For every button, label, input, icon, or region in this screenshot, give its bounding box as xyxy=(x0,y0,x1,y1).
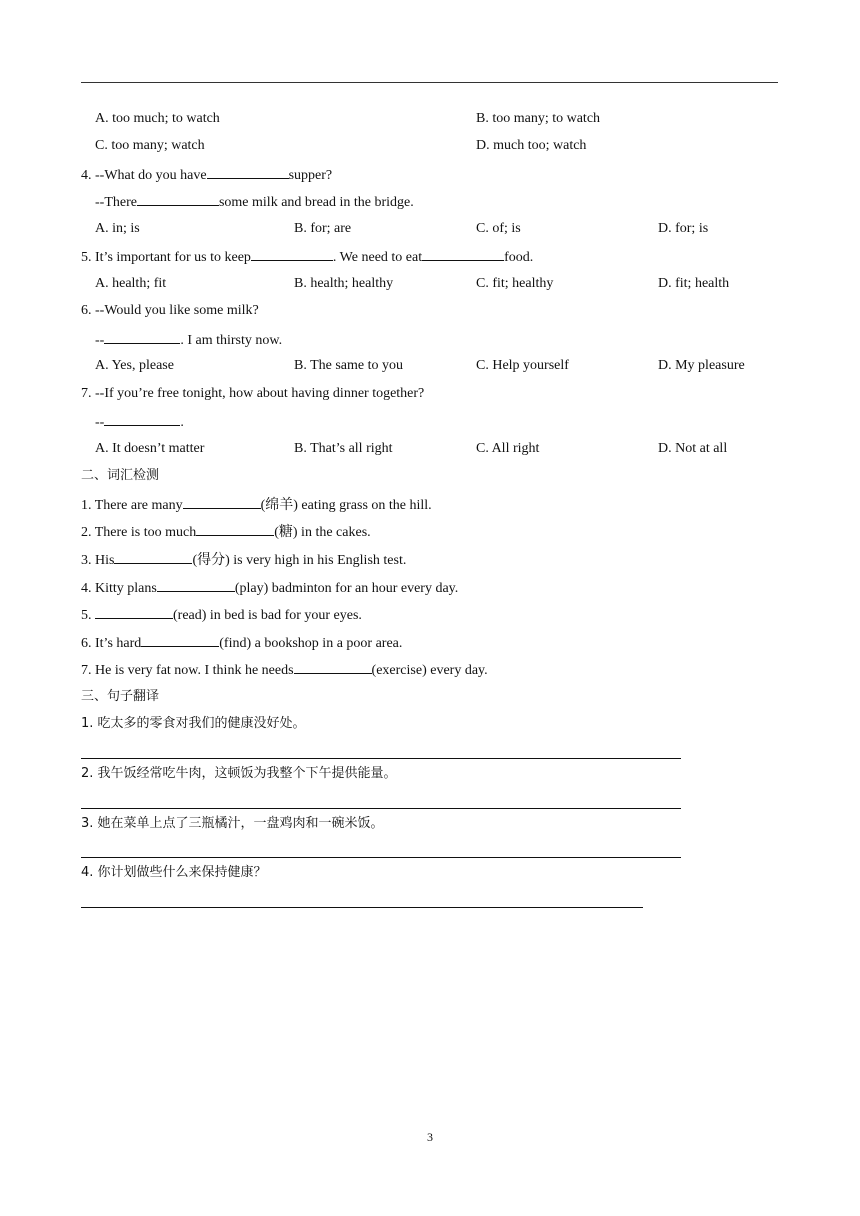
q4-option-c: C. of; is xyxy=(476,221,521,236)
q7-option-d: D. Not at all xyxy=(658,441,728,456)
answer-blank xyxy=(104,330,180,344)
translation-item-2: 2. 我午饭经常吃牛肉，这顿饭为我整个下午提供能量。 xyxy=(81,766,397,781)
answer-blank xyxy=(141,633,219,647)
q5-option-b: B. health; healthy xyxy=(294,276,394,291)
translation-item-3: 3. 她在菜单上点了三瓶橘汁，一盘鸡肉和一碗米饭。 xyxy=(81,816,384,831)
q5-option-d: D. fit; health xyxy=(658,276,730,291)
answer-line-1 xyxy=(81,758,681,759)
q7-option-a: A. It doesn’t matter xyxy=(95,441,205,456)
vocab-item-3: 3. His (得分) is very high in his English test. xyxy=(81,550,406,570)
answer-blank xyxy=(251,247,333,261)
answer-blank xyxy=(196,522,274,536)
question-5: 5. It’s important for us to keep . We need to eat food. xyxy=(81,247,533,267)
q5-option-c: C. fit; healthy xyxy=(476,276,554,291)
q3-option-b: B. too many; to watch xyxy=(476,111,601,126)
question-4-line2: --There some milk and bread in the bridge. xyxy=(95,192,414,212)
answer-blank xyxy=(104,412,180,426)
question-7-line2: -- . xyxy=(95,412,184,432)
answer-blank xyxy=(422,247,504,261)
answer-blank xyxy=(294,660,372,674)
answer-line-3 xyxy=(81,857,681,858)
answer-line-4 xyxy=(81,907,643,908)
q3-option-c: C. too many; watch xyxy=(95,138,205,153)
translation-item-1: 1. 吃太多的零食对我们的健康没好处。 xyxy=(81,716,306,731)
section-3-title: 三、句子翻译 xyxy=(81,689,160,704)
translation-item-4: 4. 你计划做些什么来保持健康？ xyxy=(81,865,267,880)
q3-option-d: D. much too; watch xyxy=(476,138,587,153)
section-2-title: 二、词汇检测 xyxy=(81,468,160,483)
question-7: 7. --If you’re free tonight, how about having dinner together? xyxy=(81,386,425,401)
vocab-item-1: 1. There are many (绵羊) eating grass on the hill. xyxy=(81,495,432,515)
answer-blank xyxy=(183,495,261,509)
answer-blank xyxy=(114,550,192,564)
q7-option-b: B. That’s all right xyxy=(294,441,393,456)
q4-option-b: B. for; are xyxy=(294,221,352,236)
q5-option-a: A. health; fit xyxy=(95,276,167,291)
vocab-item-4: 4. Kitty plans (play) badminton for an hour every day. xyxy=(81,578,458,598)
q6-option-a: A. Yes, please xyxy=(95,358,174,373)
header-rule xyxy=(81,82,778,83)
q4-option-a: A. in; is xyxy=(95,221,140,236)
vocab-item-6: 6. It’s hard (find) a bookshop in a poor area. xyxy=(81,633,402,653)
q4-option-d: D. for; is xyxy=(658,221,709,236)
q6-option-c: C. Help yourself xyxy=(476,358,569,373)
q7-option-c: C. All right xyxy=(476,441,540,456)
answer-line-2 xyxy=(81,808,681,809)
q3-option-a: A. too much; to watch xyxy=(95,111,220,126)
page-number: 3 xyxy=(427,1130,433,1144)
question-6: 6. --Would you like some milk? xyxy=(81,303,259,318)
answer-blank xyxy=(207,165,289,179)
vocab-item-2: 2. There is too much (糖) in the cakes. xyxy=(81,522,371,542)
vocab-item-7: 7. He is very fat now. I think he needs (exercise) every day. xyxy=(81,660,488,680)
question-6-line2: -- . I am thirsty now. xyxy=(95,330,282,350)
question-4: 4. --What do you have supper? xyxy=(81,165,332,185)
q6-option-b: B. The same to you xyxy=(294,358,404,373)
q6-option-d: D. My pleasure xyxy=(658,358,745,373)
answer-blank xyxy=(137,192,219,206)
vocab-item-5: 5. (read) in bed is bad for your eyes. xyxy=(81,605,362,625)
answer-blank xyxy=(95,605,173,619)
answer-blank xyxy=(157,578,235,592)
